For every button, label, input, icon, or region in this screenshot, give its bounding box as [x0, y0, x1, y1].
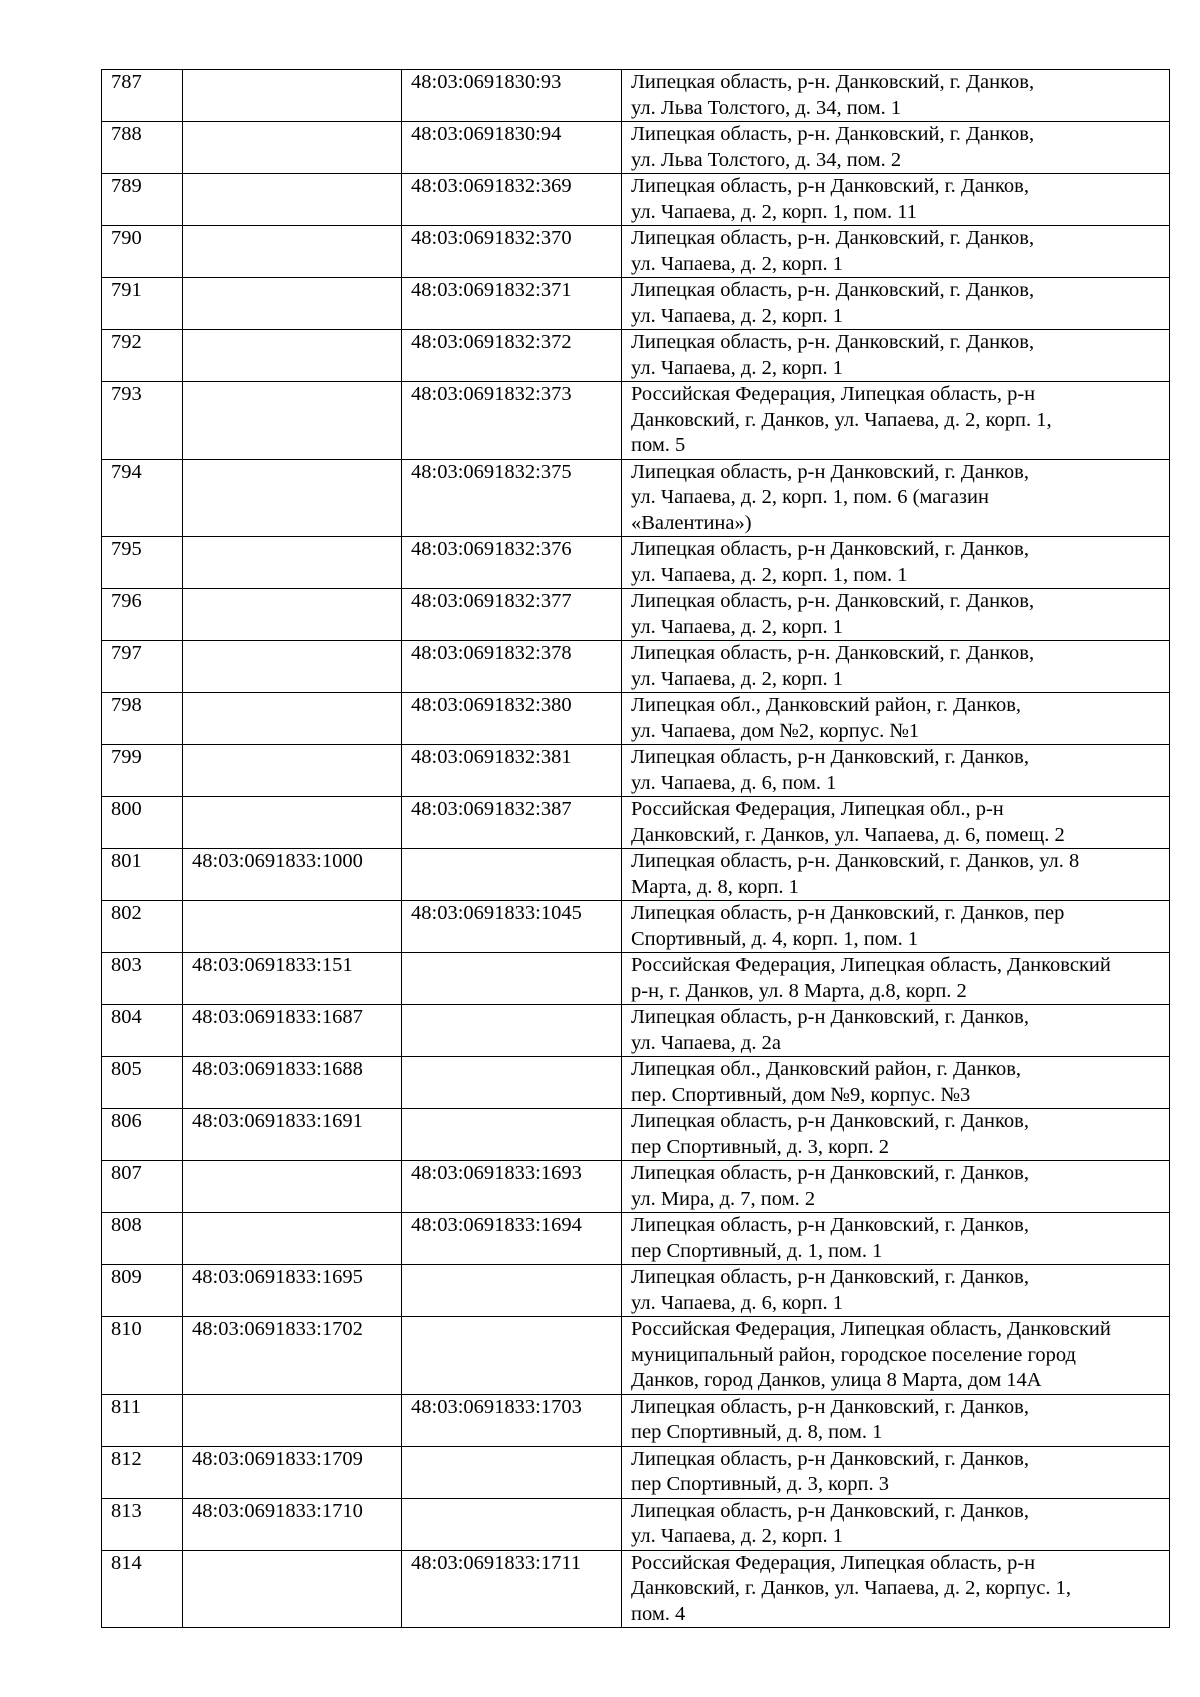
- address: Липецкая область, р-н Данковский, г. Данков, ул. Чапаева, д. 2, корп. 1, пом. 1: [622, 537, 1170, 589]
- row-number: 810: [102, 1317, 183, 1395]
- land-cadastral-number: [183, 745, 402, 797]
- table-row: [102, 459, 1170, 537]
- address: Липецкая область, р-н Данковский, г. Данков, ул. Чапаева, д. 2, корп. 1, пом. 6 (магазин «Валентина»): [622, 459, 1170, 537]
- row-number: 803: [102, 953, 183, 1005]
- row-number: 787: [102, 70, 183, 122]
- object-cadastral-number: 48:03:0691833:1694: [402, 1213, 622, 1265]
- table-row: [102, 382, 1170, 460]
- land-cadastral-number: [183, 1213, 402, 1265]
- object-cadastral-number: [402, 849, 622, 901]
- address: Липецкая область, р-н. Данковский, г. Данков, ул. 8 Марта, д. 8, корп. 1: [622, 849, 1170, 901]
- land-cadastral-number: 48:03:0691833:1000: [183, 849, 402, 901]
- object-cadastral-number: 48:03:0691832:378: [402, 641, 622, 693]
- address: Липецкая область, р-н. Данковский, г. Данков, ул. Чапаева, д. 2, корп. 1: [622, 226, 1170, 278]
- table-row: [102, 849, 1170, 901]
- row-number: 811: [102, 1394, 183, 1446]
- table-row: [102, 1109, 1170, 1161]
- land-cadastral-number: [183, 122, 402, 174]
- land-cadastral-number: [183, 901, 402, 953]
- table-row: [102, 226, 1170, 278]
- table-row: [102, 1498, 1170, 1550]
- land-cadastral-number: [183, 382, 402, 460]
- address: Липецкая область, р-н Данковский, г. Данков, ул. Чапаева, д. 2, корп. 1: [622, 1498, 1170, 1550]
- land-cadastral-number: [183, 693, 402, 745]
- land-cadastral-number: 48:03:0691833:1695: [183, 1265, 402, 1317]
- address: Липецкая область, р-н Данковский, г. Данков, ул. Чапаева, д. 6, пом. 1: [622, 745, 1170, 797]
- row-number: 809: [102, 1265, 183, 1317]
- table-row: [102, 1550, 1170, 1628]
- object-cadastral-number: [402, 1109, 622, 1161]
- land-cadastral-number: [183, 226, 402, 278]
- row-number: 800: [102, 797, 183, 849]
- object-cadastral-number: 48:03:0691832:371: [402, 278, 622, 330]
- object-cadastral-number: 48:03:0691832:369: [402, 174, 622, 226]
- land-cadastral-number: [183, 70, 402, 122]
- row-number: 796: [102, 589, 183, 641]
- land-cadastral-number: 48:03:0691833:1688: [183, 1057, 402, 1109]
- object-cadastral-number: 48:03:0691830:93: [402, 70, 622, 122]
- land-cadastral-number: [183, 797, 402, 849]
- land-cadastral-number: 48:03:0691833:1709: [183, 1446, 402, 1498]
- row-number: 797: [102, 641, 183, 693]
- table-row: [102, 70, 1170, 122]
- address: Липецкая область, р-н Данковский, г. Данков, пер Спортивный, д. 4, корп. 1, пом. 1: [622, 901, 1170, 953]
- row-number: 789: [102, 174, 183, 226]
- object-cadastral-number: 48:03:0691832:376: [402, 537, 622, 589]
- land-cadastral-number: [183, 278, 402, 330]
- address: Липецкая область, р-н. Данковский, г. Данков, ул. Чапаева, д. 2, корп. 1: [622, 330, 1170, 382]
- address: Липецкая область, р-н Данковский, г. Данков, пер Спортивный, д. 3, корп. 3: [622, 1446, 1170, 1498]
- land-cadastral-number: [183, 1161, 402, 1213]
- row-number: 792: [102, 330, 183, 382]
- object-cadastral-number: [402, 1446, 622, 1498]
- row-number: 808: [102, 1213, 183, 1265]
- land-cadastral-number: [183, 589, 402, 641]
- address: Липецкая область, р-н Данковский, г. Данков, ул. Мира, д. 7, пом. 2: [622, 1161, 1170, 1213]
- address: Липецкая область, р-н Данковский, г. Данков, пер Спортивный, д. 8, пом. 1: [622, 1394, 1170, 1446]
- object-cadastral-number: [402, 953, 622, 1005]
- row-number: 788: [102, 122, 183, 174]
- object-cadastral-number: [402, 1317, 622, 1395]
- object-cadastral-number: 48:03:0691832:380: [402, 693, 622, 745]
- table-row: [102, 1057, 1170, 1109]
- row-number: 791: [102, 278, 183, 330]
- row-number: 804: [102, 1005, 183, 1057]
- table-row: [102, 901, 1170, 953]
- row-number: 814: [102, 1550, 183, 1628]
- table-row: [102, 589, 1170, 641]
- address: Липецкая область, р-н Данковский, г. Данков, пер Спортивный, д. 1, пом. 1: [622, 1213, 1170, 1265]
- land-cadastral-number: [183, 459, 402, 537]
- address: Липецкая область, р-н. Данковский, г. Данков, ул. Льва Толстого, д. 34, пом. 1: [622, 70, 1170, 122]
- table-row: [102, 330, 1170, 382]
- table-row: [102, 797, 1170, 849]
- row-number: 793: [102, 382, 183, 460]
- land-cadastral-number: [183, 537, 402, 589]
- row-number: 807: [102, 1161, 183, 1213]
- row-number: 812: [102, 1446, 183, 1498]
- row-number: 805: [102, 1057, 183, 1109]
- address: Российская Федерация, Липецкая область, р-н Данковский, г. Данков, ул. Чапаева, д. 2, корпус. 1, пом. 4: [622, 1550, 1170, 1628]
- address: Липецкая область, р-н Данковский, г. Данков, ул. Чапаева, д. 2а: [622, 1005, 1170, 1057]
- table-row: [102, 1161, 1170, 1213]
- object-cadastral-number: 48:03:0691833:1711: [402, 1550, 622, 1628]
- table-row: [102, 641, 1170, 693]
- table-row: [102, 1317, 1170, 1395]
- row-number: 806: [102, 1109, 183, 1161]
- land-cadastral-number: 48:03:0691833:1691: [183, 1109, 402, 1161]
- object-cadastral-number: 48:03:0691833:1703: [402, 1394, 622, 1446]
- table-row: [102, 1394, 1170, 1446]
- land-cadastral-number: 48:03:0691833:1710: [183, 1498, 402, 1550]
- object-cadastral-number: [402, 1498, 622, 1550]
- land-cadastral-number: [183, 641, 402, 693]
- object-cadastral-number: [402, 1057, 622, 1109]
- object-cadastral-number: [402, 1265, 622, 1317]
- land-cadastral-number: 48:03:0691833:1687: [183, 1005, 402, 1057]
- row-number: 798: [102, 693, 183, 745]
- address: Липецкая область, р-н Данковский, г. Данков, ул. Чапаева, д. 6, корп. 1: [622, 1265, 1170, 1317]
- address: Липецкая область, р-н. Данковский, г. Данков, ул. Чапаева, д. 2, корп. 1: [622, 278, 1170, 330]
- row-number: 790: [102, 226, 183, 278]
- object-cadastral-number: 48:03:0691832:375: [402, 459, 622, 537]
- table-row: [102, 1265, 1170, 1317]
- address: Липецкая область, р-н. Данковский, г. Данков, ул. Льва Толстого, д. 34, пом. 2: [622, 122, 1170, 174]
- row-number: 794: [102, 459, 183, 537]
- address: Липецкая обл., Данковский район, г. Данков, ул. Чапаева, дом №2, корпус. №1: [622, 693, 1170, 745]
- object-cadastral-number: 48:03:0691832:372: [402, 330, 622, 382]
- object-cadastral-number: [402, 1005, 622, 1057]
- land-cadastral-number: 48:03:0691833:1702: [183, 1317, 402, 1395]
- table-row: [102, 1446, 1170, 1498]
- address: Липецкая область, р-н. Данковский, г. Данков, ул. Чапаева, д. 2, корп. 1: [622, 641, 1170, 693]
- object-cadastral-number: 48:03:0691833:1045: [402, 901, 622, 953]
- table-row: [102, 745, 1170, 797]
- table-row: [102, 174, 1170, 226]
- address: Липецкая область, р-н Данковский, г. Данков, пер Спортивный, д. 3, корп. 2: [622, 1109, 1170, 1161]
- cadastral-registry-table: [101, 69, 1170, 1628]
- land-cadastral-number: 48:03:0691833:151: [183, 953, 402, 1005]
- row-number: 795: [102, 537, 183, 589]
- address: Липецкая обл., Данковский район, г. Данков, пер. Спортивный, дом №9, корпус. №3: [622, 1057, 1170, 1109]
- row-number: 813: [102, 1498, 183, 1550]
- object-cadastral-number: 48:03:0691832:370: [402, 226, 622, 278]
- row-number: 802: [102, 901, 183, 953]
- address: Российская Федерация, Липецкая область, р-н Данковский, г. Данков, ул. Чапаева, д. 2, корп. 1, пом. 5: [622, 382, 1170, 460]
- address: Российская Федерация, Липецкая обл., р-н Данковский, г. Данков, ул. Чапаева, д. 6, помещ. 2: [622, 797, 1170, 849]
- object-cadastral-number: 48:03:0691832:387: [402, 797, 622, 849]
- object-cadastral-number: 48:03:0691832:373: [402, 382, 622, 460]
- land-cadastral-number: [183, 174, 402, 226]
- table-row: [102, 953, 1170, 1005]
- object-cadastral-number: 48:03:0691833:1693: [402, 1161, 622, 1213]
- land-cadastral-number: [183, 1394, 402, 1446]
- row-number: 801: [102, 849, 183, 901]
- row-number: 799: [102, 745, 183, 797]
- table-row: [102, 1213, 1170, 1265]
- table-row: [102, 278, 1170, 330]
- table-row: [102, 693, 1170, 745]
- land-cadastral-number: [183, 1550, 402, 1628]
- address: Российская Федерация, Липецкая область, Данковский р-н, г. Данков, ул. 8 Марта, д.8, корп. 2: [622, 953, 1170, 1005]
- table-row: [102, 537, 1170, 589]
- address: Липецкая область, р-н. Данковский, г. Данков, ул. Чапаева, д. 2, корп. 1: [622, 589, 1170, 641]
- object-cadastral-number: 48:03:0691830:94: [402, 122, 622, 174]
- table-row: [102, 1005, 1170, 1057]
- address: Липецкая область, р-н Данковский, г. Данков, ул. Чапаева, д. 2, корп. 1, пом. 11: [622, 174, 1170, 226]
- land-cadastral-number: [183, 330, 402, 382]
- registry-table-body: [102, 70, 1170, 1628]
- address: Российская Федерация, Липецкая область, Данковский муниципальный район, городское поселение город Данков, город Данков, улица 8 Марта, дом 14А: [622, 1317, 1170, 1395]
- object-cadastral-number: 48:03:0691832:377: [402, 589, 622, 641]
- object-cadastral-number: 48:03:0691832:381: [402, 745, 622, 797]
- table-row: [102, 122, 1170, 174]
